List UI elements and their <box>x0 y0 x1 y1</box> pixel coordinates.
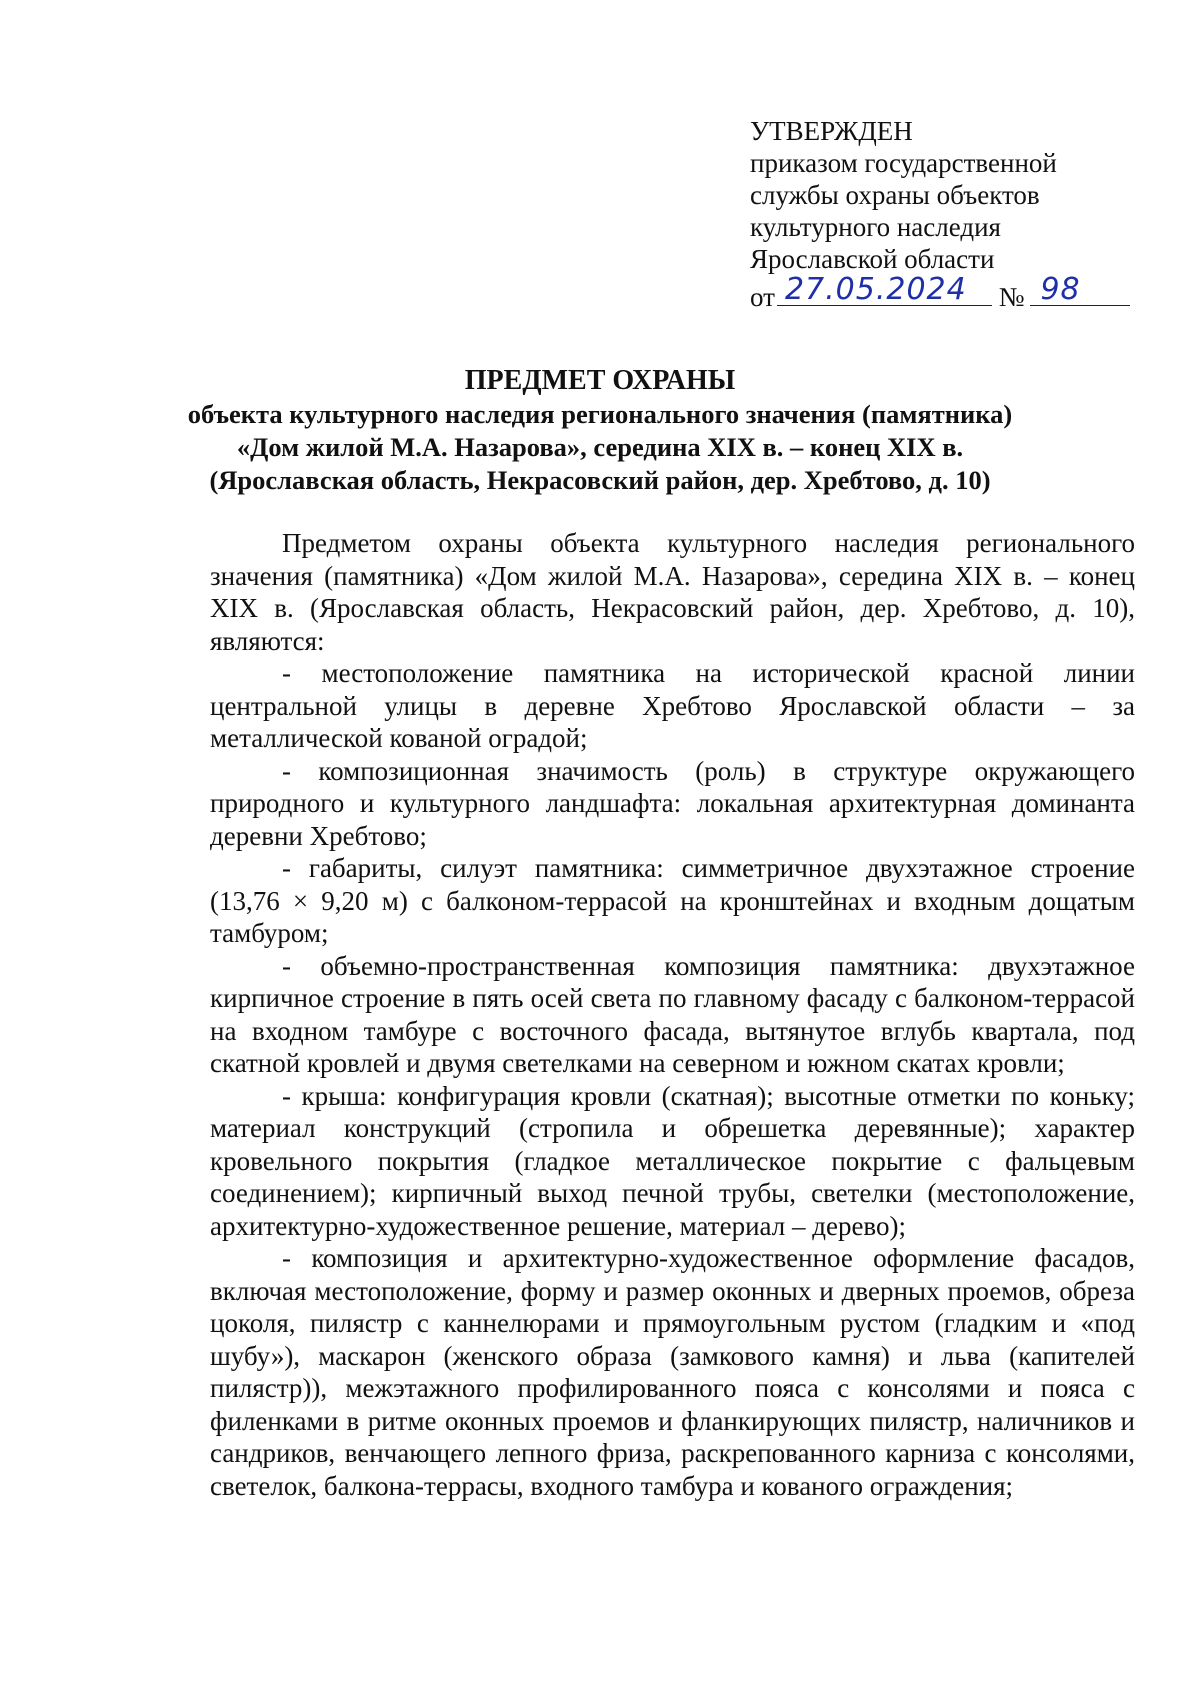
body-paragraph: - крыша: конфигурация кровли (скатная); высотные отметки по коньку; материал конструкций (стропила и обрешетка деревянные); характер кровельного покрытия (гладкое металлическое покрытие с фальцевым соединением); кирпичный выход печной трубы, светелки (местоположение, архитектурно-художественное решение, материал – дерево); <box>210 1080 1135 1241</box>
date-blank <box>777 272 992 307</box>
approval-heading: УТВЕРЖДЕН <box>750 116 913 146</box>
approval-line: культурного наследия <box>750 212 1001 242</box>
approval-line: приказом государственной <box>750 148 1057 178</box>
document-subtitle-line: «Дом жилой М.А. Назарова», середина XIX в. – конец XIX в. <box>236 432 964 462</box>
body-paragraph: - композиция и архитектурно-художественное оформление фасадов, включая местоположение, форму и размер оконных и дверных проемов, обреза цоколя, пилястр с каннелюрами и прямоугольным рустом (гладким и «под шубу»), маскарон (женского образа (замкового камня) и льва (капителей пилястр)), межэтажного профилированного пояса с консолями и пояса с филенками в ритме оконных проемов и фланкирующих пилястр, наличников и сандриков, венчающего лепного фриза, раскрепованного карниза с консолями, светелок, балкона-террасы, входного тамбура и кованого ограждения; <box>210 1243 1135 1501</box>
document-body <box>210 527 1135 1502</box>
approval-date-number-row <box>750 272 1150 313</box>
document-title: ПРЕДМЕТ ОХРАНЫ <box>464 365 736 396</box>
handwritten-date: 27.05.2024 <box>784 272 967 307</box>
number-prefix: № <box>998 282 1025 312</box>
approval-line: Ярославской области <box>750 244 995 274</box>
body-paragraph: Предметом охраны объекта культурного наследия регионального значения (памятника) «Дом жилой М.А. Назарова», середина XIX в. – конец XIX в. (Ярославская область, Некрасовский район, дер. Хребтово, д. 10), являются: <box>210 528 1135 656</box>
handwritten-number: 98 <box>1040 272 1081 307</box>
body-paragraph: - композиционная значимость (роль) в структуре окружающего природного и культурного ландшафта: локальная архитектурная доминанта деревни Хребтово; <box>210 755 1135 851</box>
document-subtitle-line: объекта культурного наследия регионального значения (памятника) <box>187 399 1013 429</box>
body-paragraph: - местоположение памятника на исторической красной линии центральной улицы в деревне Хребтово Ярославской области – за металлической кованой оградой; <box>210 658 1135 753</box>
body-paragraph: - объемно-пространственная композиция памятника: двухэтажное кирпичное строение в пять осей света по главному фасаду с балконом-террасой на входном тамбуре с восточного фасада, вытянутое вглубь квартала, под скатной кровлей и двумя светелками на северном и южном скатах кровли; <box>210 950 1135 1078</box>
approval-stamp-block <box>750 115 1150 313</box>
approval-line: службы охраны объектов <box>750 180 1040 210</box>
body-paragraph: - габариты, силуэт памятника: симметричное двухэтажное строение (13,76 × 9,20 м) с балконом-террасой на кронштейнах и входным дощатым тамбуром; <box>210 853 1135 948</box>
document-subtitle-line: (Ярославская область, Некрасовский район, дер. Хребтово, д. 10) <box>209 465 991 495</box>
document-title-block <box>60 364 1140 497</box>
date-prefix: от <box>750 282 775 312</box>
number-blank <box>1030 272 1130 307</box>
